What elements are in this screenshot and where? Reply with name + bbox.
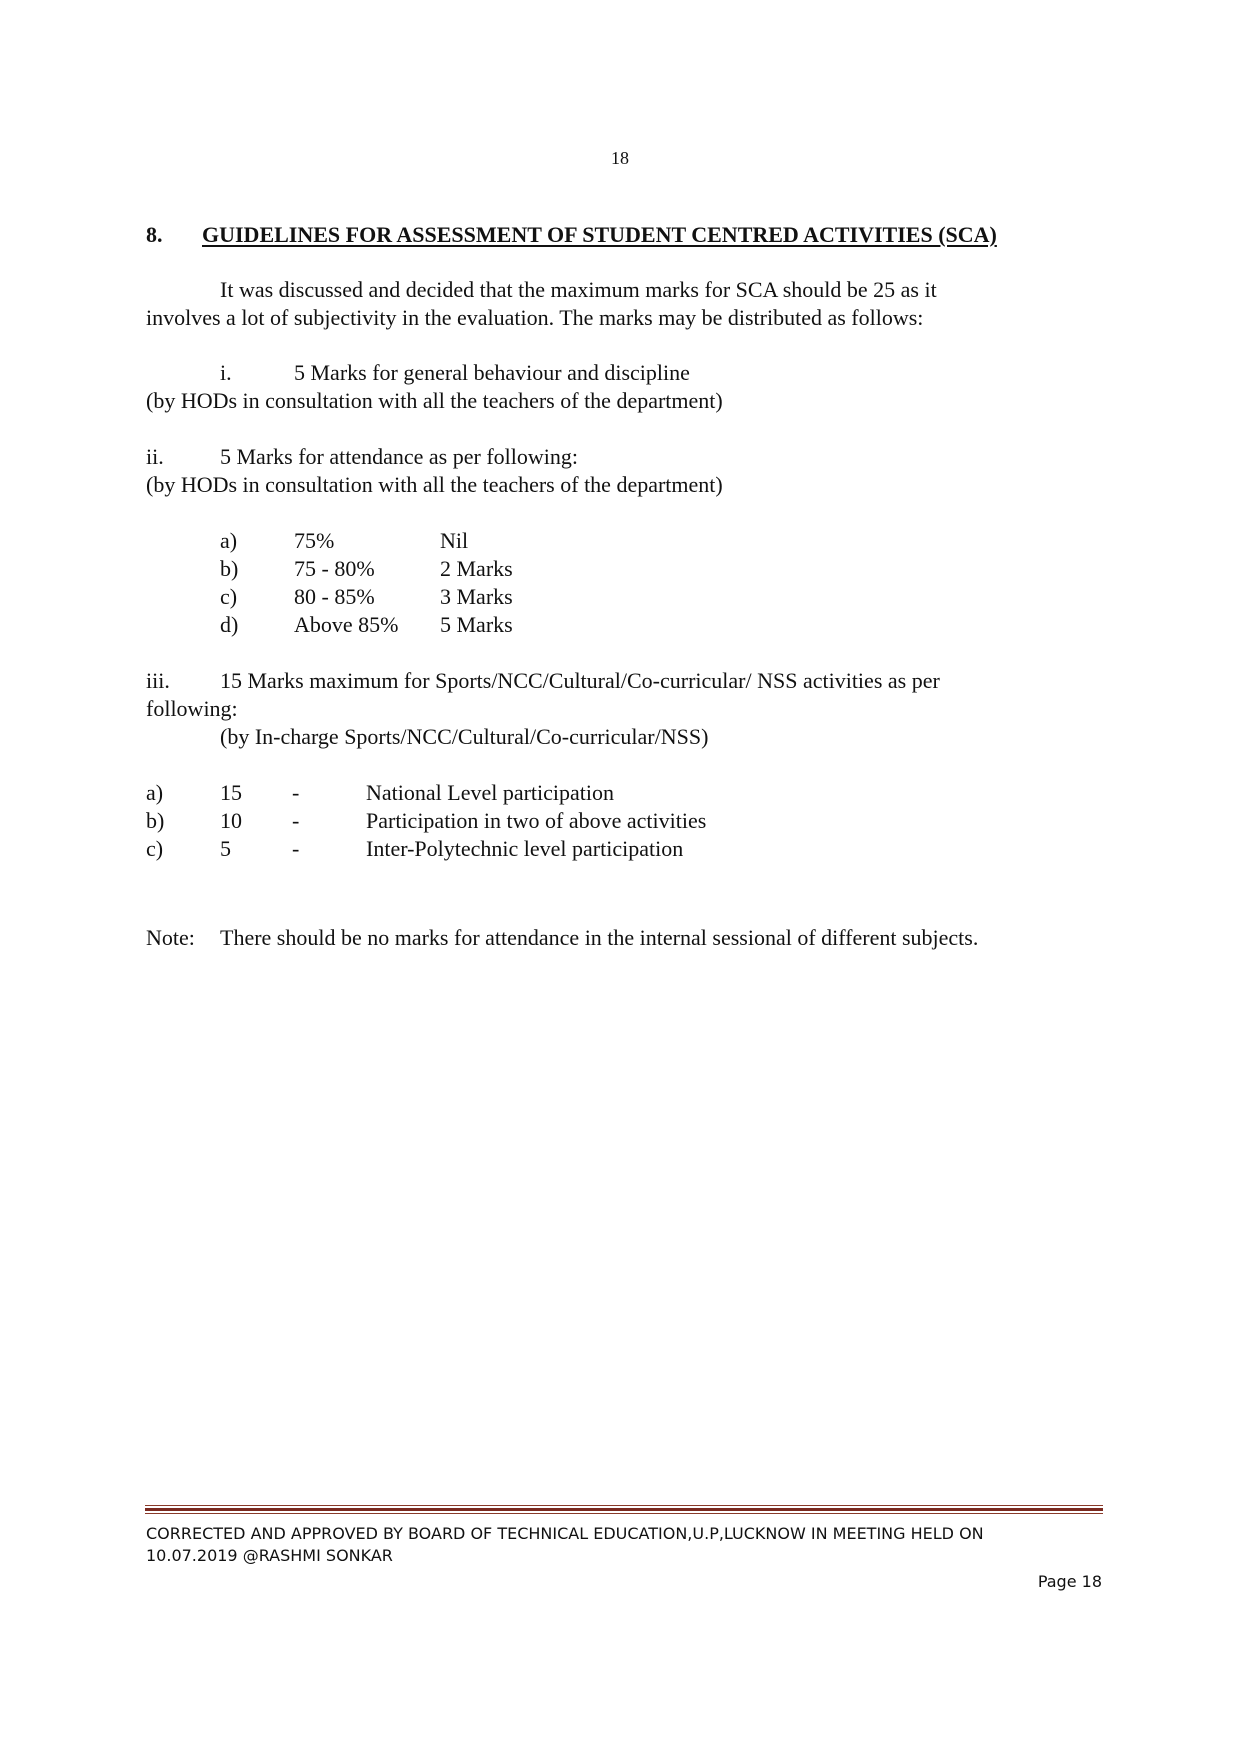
attendance-row-range: 75 - 80% bbox=[294, 556, 375, 581]
activity-row-label: c) bbox=[146, 836, 164, 861]
section-heading-number: 8. bbox=[146, 222, 163, 247]
section-iii-marker: iii. bbox=[146, 668, 170, 693]
section-ii-marker: ii. bbox=[146, 444, 164, 469]
attendance-row-marks: 3 Marks bbox=[440, 584, 513, 609]
attendance-row-label: a) bbox=[220, 528, 238, 553]
activity-row-desc: Participation in two of above activities bbox=[366, 808, 707, 833]
page-number-top: 18 bbox=[611, 148, 629, 168]
attendance-row-range: 80 - 85% bbox=[294, 584, 375, 609]
intro-line-1: It was discussed and decided that the maximum marks for SCA should be 25 as it bbox=[220, 277, 937, 302]
section-heading-title: GUIDELINES FOR ASSESSMENT OF STUDENT CENTRED ACTIVITIES (SCA) bbox=[202, 222, 997, 247]
footer-line-1: CORRECTED AND APPROVED BY BOARD OF TECHNICAL EDUCATION,U.P,LUCKNOW IN MEETING HELD ON bbox=[146, 1524, 984, 1543]
note-text: There should be no marks for attendance in the internal sessional of different subjects. bbox=[220, 925, 979, 950]
section-i-marker: i. bbox=[220, 360, 232, 385]
activity-row-marks: 10 bbox=[220, 808, 242, 833]
footer-rule-top bbox=[145, 1505, 1103, 1506]
section-ii-text: 5 Marks for attendance as per following: bbox=[220, 444, 578, 469]
attendance-row-marks: 2 Marks bbox=[440, 556, 513, 581]
section-heading bbox=[146, 222, 997, 248]
section-iii-text: 15 Marks maximum for Sports/NCC/Cultural/Co-curricular/ NSS activities as per bbox=[220, 668, 940, 693]
attendance-row-marks: 5 Marks bbox=[440, 612, 513, 637]
activity-row-dash: - bbox=[292, 836, 300, 861]
footer-line-2: 10.07.2019 @RASHMI SONKAR bbox=[146, 1546, 393, 1565]
footer-page-number: Page 18 bbox=[1037, 1572, 1102, 1591]
attendance-row-marks: Nil bbox=[440, 528, 469, 553]
attendance-row-label: d) bbox=[220, 612, 239, 637]
attendance-row-range: 75% bbox=[294, 528, 335, 553]
activity-row-desc: National Level participation bbox=[366, 780, 615, 805]
attendance-row-label: c) bbox=[220, 584, 238, 609]
activity-row-label: b) bbox=[146, 808, 165, 833]
attendance-row-range: Above 85% bbox=[294, 612, 399, 637]
section-i-note: (by HODs in consultation with all the teachers of the department) bbox=[146, 388, 723, 413]
activity-row-marks: 15 bbox=[220, 780, 242, 805]
attendance-row-label: b) bbox=[220, 556, 239, 581]
activity-row-dash: - bbox=[292, 808, 300, 833]
activity-row-desc: Inter-Polytechnic level participation bbox=[366, 836, 684, 861]
section-ii-note: (by HODs in consultation with all the teachers of the department) bbox=[146, 472, 723, 497]
note-label: Note: bbox=[146, 925, 195, 950]
activity-row-dash: - bbox=[292, 780, 300, 805]
footer-rule-thick bbox=[145, 1508, 1103, 1511]
section-i-text: 5 Marks for general behaviour and discipline bbox=[294, 360, 690, 385]
activity-row-marks: 5 bbox=[220, 836, 231, 861]
footer-rule-bottom bbox=[145, 1513, 1103, 1514]
activity-row-label: a) bbox=[146, 780, 164, 805]
section-iii-text-cont: following: bbox=[146, 696, 238, 721]
section-iii-note: (by In-charge Sports/NCC/Cultural/Co-curricular/NSS) bbox=[220, 724, 709, 749]
intro-line-2: involves a lot of subjectivity in the evaluation. The marks may be distributed as follows: bbox=[146, 305, 924, 330]
